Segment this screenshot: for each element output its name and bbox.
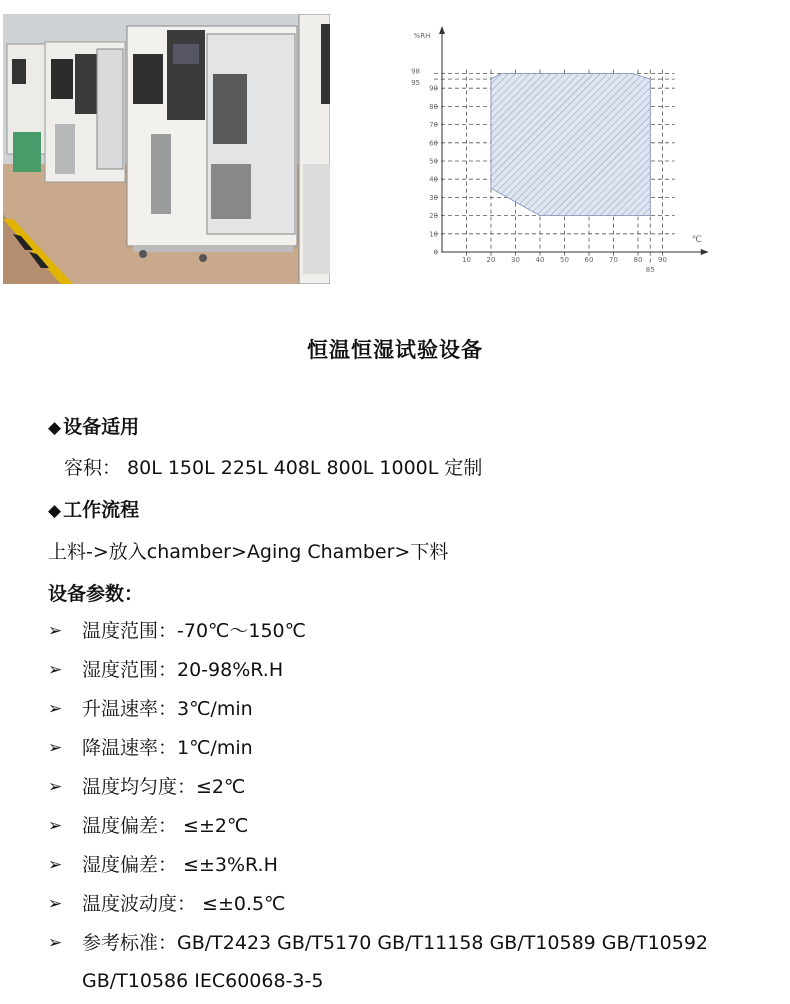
diamond-icon: ◆ [48,501,62,521]
list-item [48,612,708,651]
process-line: 上料->放入chamber>Aging Chamber>下料 [48,541,449,563]
param-text: 温度均匀度：≤2℃ [82,776,246,798]
arrow-bullet-icon: ➢ [48,933,63,953]
param-text: 湿度偏差： ≤±3%R.H [82,854,278,876]
y-axis-label: %RH [413,32,431,40]
list-item [48,729,708,768]
param-text: 降温速率：1℃/min [82,737,253,759]
y-tick-label: 80 [429,102,438,111]
list-item [48,690,708,729]
y-tick-label: 30 [429,193,438,202]
x-axis-label: ℃ [691,235,702,245]
arrow-bullet-icon: ➢ [48,660,63,680]
param-text: 温度范围：-70℃～150℃ [82,620,306,642]
y-tick-label: 20 [429,212,438,221]
x-tick-label: 50 [560,256,569,264]
list-item [48,768,708,807]
list-item [48,885,708,924]
params-list [48,612,708,999]
arrow-bullet-icon: ➢ [48,738,63,758]
x-tick-label: 90 [658,256,667,264]
capacity-line: 容积： 80L 150L 225L 408L 800L 1000L 定制 [64,457,483,479]
param-continuation: GB/T10586 IEC60068-3-5 [82,970,324,992]
arrow-bullet-icon: ➢ [48,777,63,797]
x-tick-label: 40 [535,256,545,264]
y-tick-label: 98 [411,67,420,76]
humidity-temperature-chart [385,20,725,280]
y-tick-label: 70 [429,121,438,130]
x-tick-label: 80 [633,256,643,264]
diamond-icon: ◆ [48,418,62,438]
chamber-photo [3,14,330,284]
arrow-bullet-icon: ➢ [48,816,63,836]
list-item [48,807,708,846]
x-tick-label: 30 [511,256,520,264]
arrow-bullet-icon: ➢ [48,855,63,875]
x-tick-label: 10 [462,256,471,264]
section-heading-process [48,495,139,522]
y-tick-label: 0 [433,248,438,257]
y-tick-label: 50 [429,157,438,166]
x-tick-label: 70 [609,256,618,264]
list-item [48,651,708,690]
x-tick-label: 20 [486,256,496,264]
y-tick-label: 90 [429,84,438,93]
param-text: 湿度范围：20-98%R.H [82,659,284,681]
operating-region [491,74,650,216]
chart-svg [385,20,725,280]
arrow-bullet-icon: ➢ [48,699,63,719]
section-heading-applicable [48,412,139,439]
y-tick-label: 40 [429,175,438,184]
section-heading-process-label: 工作流程 [63,499,140,521]
params-heading: 设备参数： [48,583,144,605]
param-text: 升温速率：3℃/min [82,698,253,720]
section-heading-applicable-label: 设备适用 [63,416,140,438]
x-tick-label: 85 [645,266,655,274]
arrow-bullet-icon: ➢ [48,894,63,914]
x-tick-label: 60 [584,256,594,264]
y-tick-label: 10 [429,230,438,239]
y-axis-arrow [439,26,445,34]
list-item [48,846,708,885]
page-title: 恒温恒湿试验设备 [307,338,483,362]
arrow-bullet-icon: ➢ [48,621,63,641]
x-axis-arrow [701,249,709,255]
y-tick-label: 60 [429,139,438,148]
param-text: 参考标准：GB/T2423 GB/T5170 GB/T11158 GB/T10589 GB/T10592 [82,932,709,954]
list-item [48,924,708,963]
param-text: 温度偏差： ≤±2℃ [82,815,249,837]
y-tick-label: 95 [411,79,420,88]
param-text: 温度波动度： ≤±0.5℃ [82,893,286,915]
